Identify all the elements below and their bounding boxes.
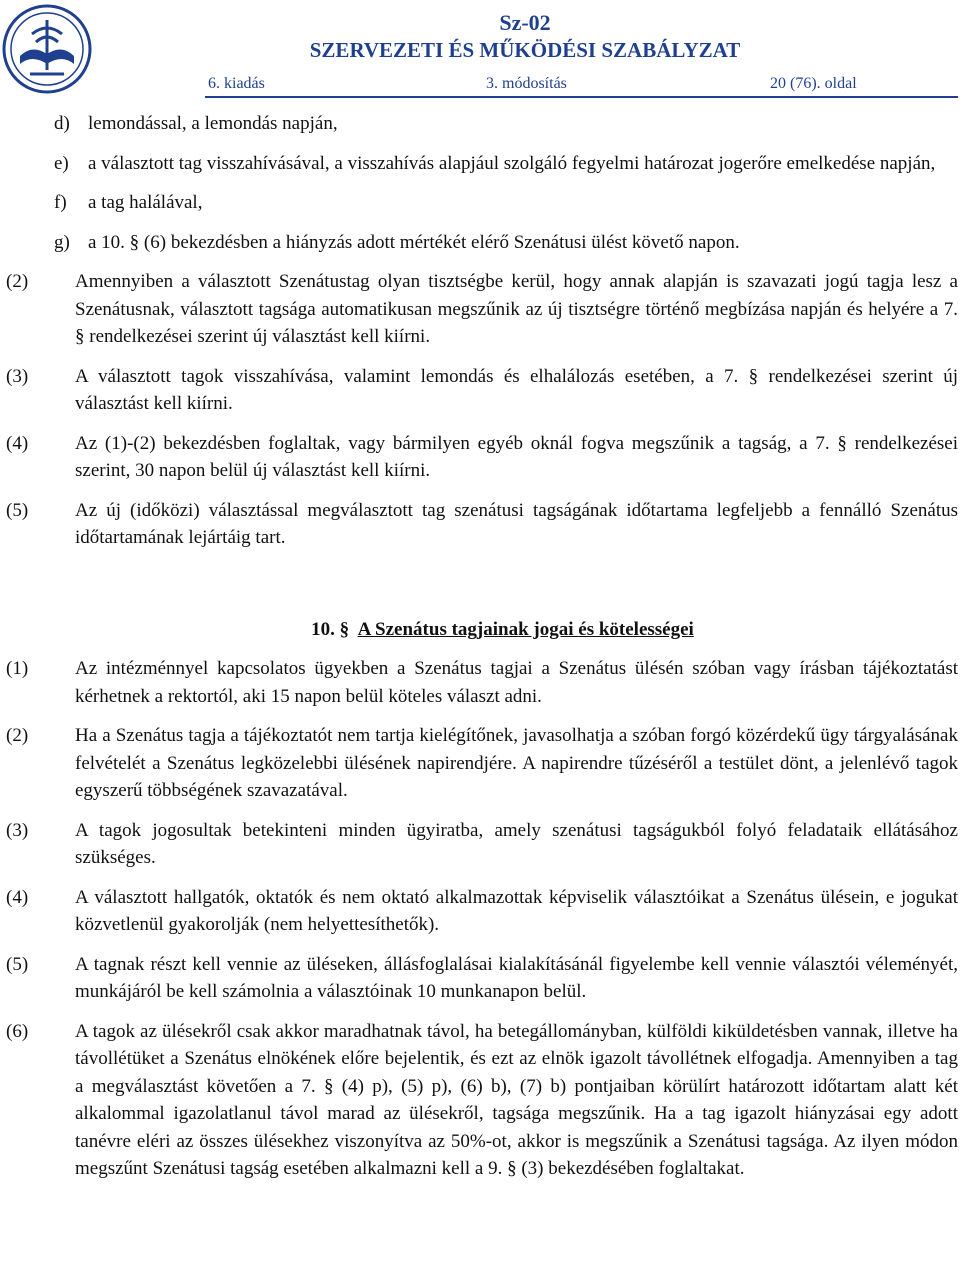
paragraph <box>0 430 960 485</box>
paragraph-number: (4) <box>6 432 29 454</box>
list-item-label: f) <box>54 192 67 213</box>
paragraph-text: Amennyiben a választott Szenátustag olyan tisztségbe kerül, hogy annak alapján is szavazati jogú tagja lesz a Szenátusnak, választott tagsága automatikusan megszűnik az új tisztségre történő megbízása napján és helyére a 7. § rendelkezései szerint új választást kell kiírni. <box>75 271 958 347</box>
document-body <box>0 110 960 1183</box>
paragraph-number: (3) <box>6 365 29 387</box>
list-item-text: a tag halálával, <box>88 192 203 213</box>
edition-label: 6. kiadás <box>208 75 265 92</box>
amendment-label: 3. módosítás <box>486 75 567 92</box>
university-seal-icon <box>2 4 92 94</box>
list-item <box>0 110 960 138</box>
section-title: A Szenátus tagjainak jogai és kötelességei <box>357 618 694 640</box>
paragraph <box>0 951 960 1006</box>
paragraph <box>0 817 960 872</box>
list-item <box>0 229 960 257</box>
page-number: 20 (76). oldal <box>770 75 857 92</box>
paragraph-text: A tagnak részt kell vennie az üléseken, állásfoglalásai kialakításánál figyelembe kell vennie választói véleményét, munkájáról be kell számolnia a választóinak 10 munkanapon belül. <box>75 953 958 1002</box>
section-number: 10. § <box>311 618 350 640</box>
paragraph <box>0 497 960 552</box>
document-code: Sz-02 <box>499 10 551 35</box>
paragraph <box>0 884 960 939</box>
paragraph-number: (5) <box>6 499 29 521</box>
list-item-text: a 10. § (6) bekezdésben a hiányzás adott mértékét elérő Szenátusi ülést követő napon. <box>88 231 740 253</box>
paragraph-text: Az új (időközi) választással megválasztott tag szenátusi tagságának időtartama legfeljebb a fennálló Szenátus időtartamának lejártáig tart. <box>75 499 958 548</box>
header-divider <box>205 96 958 98</box>
paragraph-text: Ha a Szenátus tagja a tájékoztatót nem tartja kielégítőnek, javasolhatja a szóban forgó közérdekű ügy tárgyalásának felvételét a Szenátus legközelebbi ülésének napirendjére. A napirendre tűzéséről a testület dönt, a jelenlévő tagok egyszerű többségének szavazatával. <box>75 725 958 801</box>
paragraph-text: A választott tagok visszahívása, valamint lemondás és elhalálozás esetében, a 7. § rendelkezései szerint új választást kell kiírni. <box>75 365 958 414</box>
paragraph <box>0 1018 960 1183</box>
paragraph-number: (1) <box>6 658 29 679</box>
paragraph <box>0 722 960 805</box>
list-item-label: e) <box>54 152 69 174</box>
list-item-text: a választott tag visszahívásával, a visszahívás alapjául szolgáló fegyelmi határozat jogerőre emelkedése napján, <box>88 152 936 174</box>
paragraph-number: (6) <box>6 1020 29 1042</box>
paragraph-number: (5) <box>6 953 29 975</box>
paragraph <box>0 655 960 710</box>
paragraph-text: A tagok az ülésekről csak akkor maradhatnak távol, ha betegállományban, külföldi kiküldetésben vannak, illetve ha távollétüket a Szenátus elnökének előre bejelentik, és ezt az elnök igazolt távollétnek elfogadja. Amennyiben a tag a megválasztást követően a 7. § (4) p), (5) p), (6) b), (7) b) pontjaiban körülírt határozott időtartam alatt két alkalommal igazolatlanul távol marad az ülésekről, tagsága megszűnik. Ha a tag igazolt hiányzásai egy adott tanévre eléri az összes ülésekhez viszonyítva az 50%-ot, akkor is megszűnik a Szenátusi tagsága. Az ilyen módon megszűnt Szenátusi tagság esetében alkalmazni kell a 9. § (3) bekezdésében foglaltakat. <box>75 1020 958 1179</box>
paragraph-text: Az (1)-(2) bekezdésben foglaltak, vagy bármilyen egyéb oknál fogva megszűnik a tagság, a 7. § rendelkezései szerint, 30 napon belül új választást kell kiírni. <box>75 432 958 481</box>
paragraph-text: A választott hallgatók, oktatók és nem oktató alkalmazottak képviselik választóikat a Szenátus ülésein, e jogukat közvetlenül gyakorolják (nem helyettesíthetők). <box>75 886 958 935</box>
paragraph-number: (2) <box>6 271 29 292</box>
paragraph-text: A tagok jogosultak betekinteni minden ügyiratba, amely szenátusi tagságukból folyó feladataik ellátásához szükséges. <box>75 819 958 868</box>
list-item-label: g) <box>54 231 70 253</box>
paragraph-text: Az intézménnyel kapcsolatos ügyekben a Szenátus tagjai a Szenátus ülésén szóban vagy írásban tájékoztatást kérhetnek a rektortól, aki 15 napon belül köteles választ adni. <box>75 658 958 707</box>
list-item-text: lemondással, a lemondás napján, <box>88 113 338 134</box>
paragraph <box>0 363 960 418</box>
list-item-label: d) <box>54 113 70 134</box>
list-item <box>0 150 960 178</box>
paragraph-number: (4) <box>6 886 29 908</box>
section-heading <box>0 616 960 644</box>
page-header <box>0 0 960 98</box>
document-title: SZERVEZETI ÉS MŰKÖDÉSI SZABÁLYZAT <box>309 38 741 62</box>
paragraph-number: (2) <box>6 725 29 746</box>
paragraph-number: (3) <box>6 819 29 841</box>
list-item <box>0 189 960 217</box>
paragraph <box>0 268 960 351</box>
